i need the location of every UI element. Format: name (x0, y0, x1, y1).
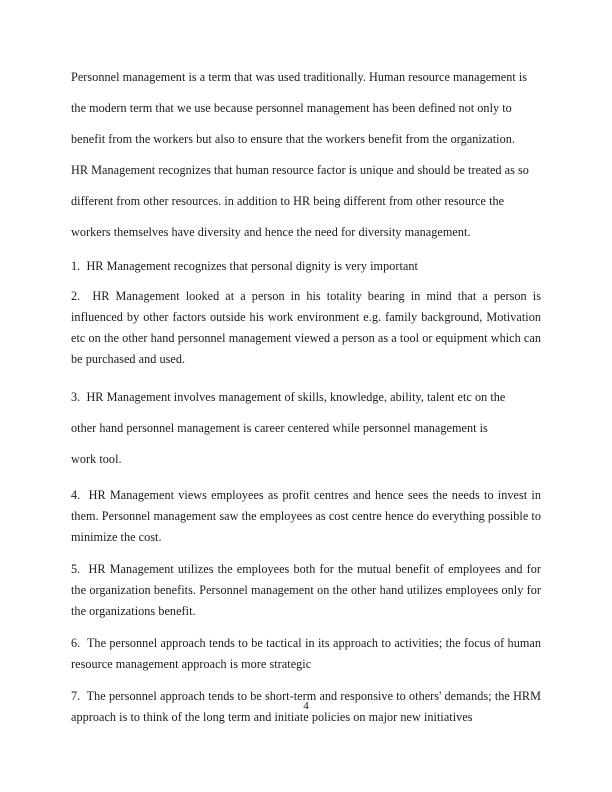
list-item-4 (71, 485, 541, 548)
list-item-3-text-line-1: HR Management involves management of skills, knowledge, ability, talent etc on the (86, 390, 506, 404)
list-item-7-text: The personnel approach tends to be short-term and responsive to others' demands; the HRM approach is to think of the long term and initiate policies on major new initiatives (71, 689, 541, 724)
intro-line-2: the modern term that we use because personnel management has been defined not only to (71, 101, 512, 115)
list-item-3-line-1 (71, 382, 541, 413)
spacer (71, 277, 541, 286)
list-item-4-text: HR Management views employees as profit centres and hence sees the needs to invest in them. Personnel management saw the employees as cost centre hence do everything possible to minimize the cost. (71, 488, 541, 544)
spacer (71, 548, 541, 559)
spacer (71, 475, 541, 485)
list-item-5 (71, 559, 541, 622)
list-item-1-number: 1. (71, 259, 81, 273)
list-item-1-text: HR Management recognizes that personal dignity is very important (86, 259, 418, 273)
list-item-5-number: 5. (71, 562, 81, 576)
list-item-2-number: 2. (71, 289, 81, 303)
intro-line-3: benefit from the workers but also to ensure that the workers benefit from the organization. (71, 132, 515, 146)
intro-line-1: Personnel management is a term that was used traditionally. Human resource management is (71, 70, 528, 84)
spacer (71, 248, 541, 256)
list-item-6-number: 6. (71, 636, 81, 650)
list-item-4-number: 4. (71, 488, 81, 502)
intro-line-5: different from other resources. in addition to HR being different from other resource the (71, 194, 505, 208)
page-number: 4 (303, 700, 309, 712)
list-item-1 (71, 256, 541, 277)
intro-line-6: workers themselves have diversity and hence the need for diversity management. (71, 225, 471, 239)
list-item-5-text: HR Management utilizes the employees both for the mutual benefit of employees and for the organization benefits. Personnel management on the other hand utilizes employees only for the organizations benefit. (71, 562, 541, 618)
list-item-3-line-3: work tool. (71, 452, 122, 466)
list-item-2-text: HR Management looked at a person in his totality bearing in mind that a person is influenced by other factors outside his work environment e.g. family background, Motivation etc on the other hand personnel management viewed a person as a tool or equipment which can be purchased and used. (71, 289, 541, 366)
list-item-7-number: 7. (71, 689, 81, 703)
spacer (71, 622, 541, 633)
intro-line-4: HR Management recognizes that human resource factor is unique and should be treated as so (71, 163, 529, 177)
document-body (71, 62, 541, 728)
list-item-2 (71, 286, 541, 370)
list-item-6 (71, 633, 541, 675)
list-item-3-line-2: other hand personnel management is career centered while personnel management is (71, 421, 488, 435)
spacer (71, 675, 541, 686)
list-item-3-number: 3. (71, 390, 81, 404)
spacer (71, 370, 541, 382)
list-item-6-text: The personnel approach tends to be tactical in its approach to activities; the focus of human resource management approach is more strategic (71, 636, 541, 671)
